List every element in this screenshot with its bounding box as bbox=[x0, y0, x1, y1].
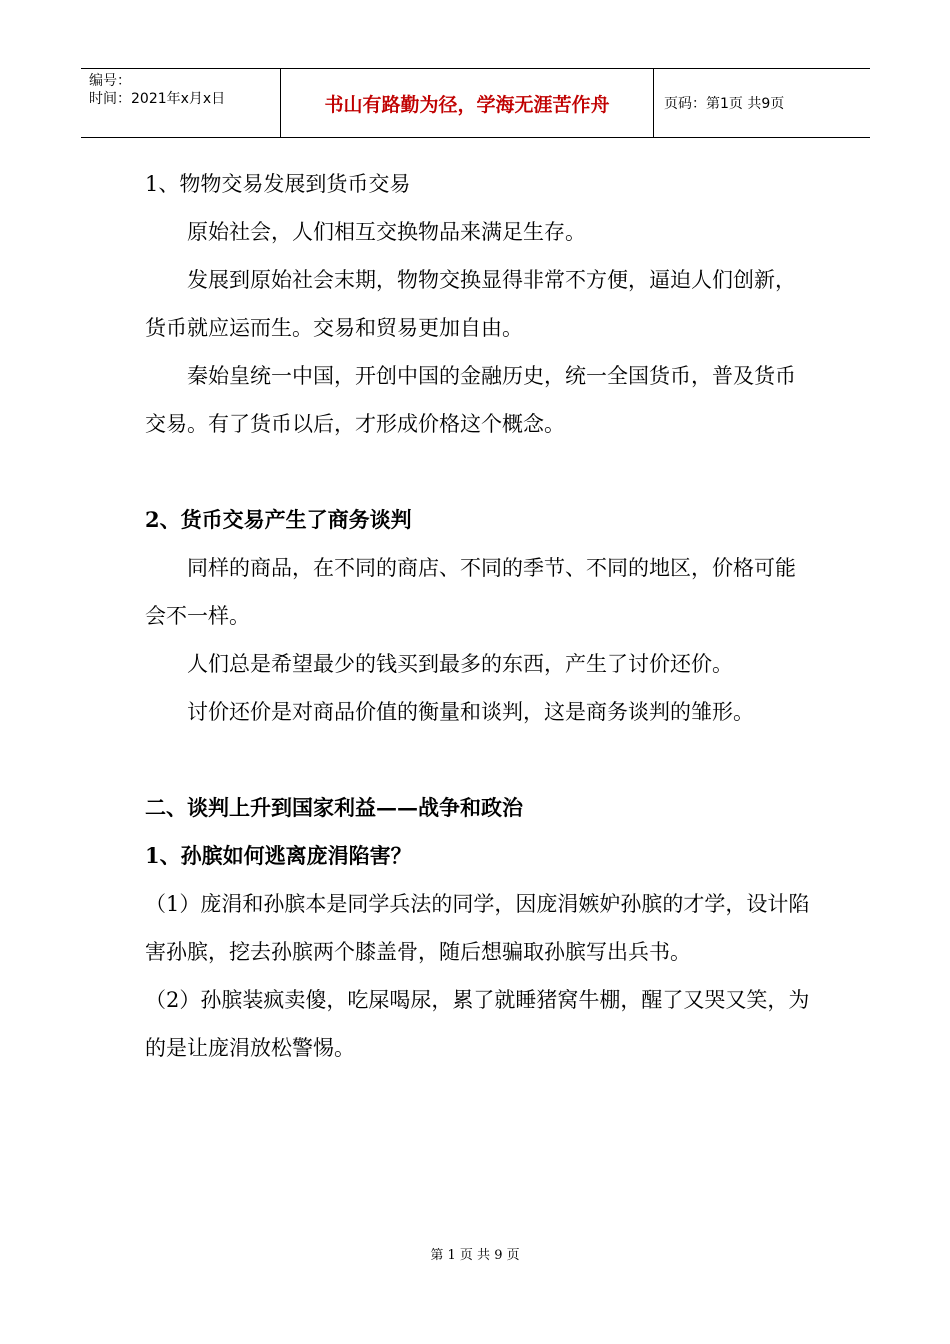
part-2-title: 二、谈判上升到国家利益——战争和政治 bbox=[145, 795, 523, 820]
paragraph: 发展到原始社会末期，物物交换显得非常不方便，逼迫人们创新，货币就应运而生。交易和贸易更加自由。 bbox=[145, 268, 796, 340]
paragraph: 秦始皇统一中国，开创中国的金融历史，统一全国货币，普及货币交易。有了货币以后，才形成价格这个概念。 bbox=[145, 364, 796, 436]
paragraph: （2）孙膑装疯卖傻，吃屎喝尿，累了就睡猪窝牛棚，醒了又哭又笑，为的是让庞涓放松警惕。 bbox=[145, 988, 810, 1060]
paragraph: 原始社会，人们相互交换物品来满足生存。 bbox=[187, 220, 586, 244]
page-footer: 第 1 页 共 9 页 bbox=[430, 1248, 520, 1263]
part-2-section-1-title: 1、孙膑如何逃离庞涓陷害？ bbox=[145, 843, 412, 868]
header-motto: 书山有路勤为径，学海无涯苦作舟 bbox=[281, 69, 654, 137]
paragraph: 讨价还价是对商品价值的衡量和谈判，这是商务谈判的雏形。 bbox=[187, 700, 754, 724]
page-header bbox=[81, 68, 870, 138]
header-page-info: 页码：第1页 共9页 bbox=[664, 96, 785, 112]
paragraph: 同样的商品，在不同的商店、不同的季节、不同的地区，价格可能会不一样。 bbox=[145, 556, 796, 628]
header-meta-cell bbox=[81, 69, 281, 137]
number-label: 编号： bbox=[89, 73, 131, 89]
paragraph: 人们总是希望最少的钱买到最多的东西，产生了讨价还价。 bbox=[187, 652, 733, 676]
spacer bbox=[145, 448, 815, 496]
spacer bbox=[145, 736, 815, 784]
time-label: 时间：2021年x月x日 bbox=[89, 91, 226, 107]
section-2-title: 2、货币交易产生了商务谈判 bbox=[145, 507, 412, 532]
paragraph: （1）庞涓和孙膑本是同学兵法的同学，因庞涓嫉妒孙膑的才学，设计陷害孙膑，挖去孙膑两个膝盖骨，随后想骗取孙膑写出兵书。 bbox=[145, 892, 810, 964]
document-body bbox=[145, 160, 815, 1072]
section-1-title: 1、物物交易发展到货币交易 bbox=[145, 172, 411, 196]
